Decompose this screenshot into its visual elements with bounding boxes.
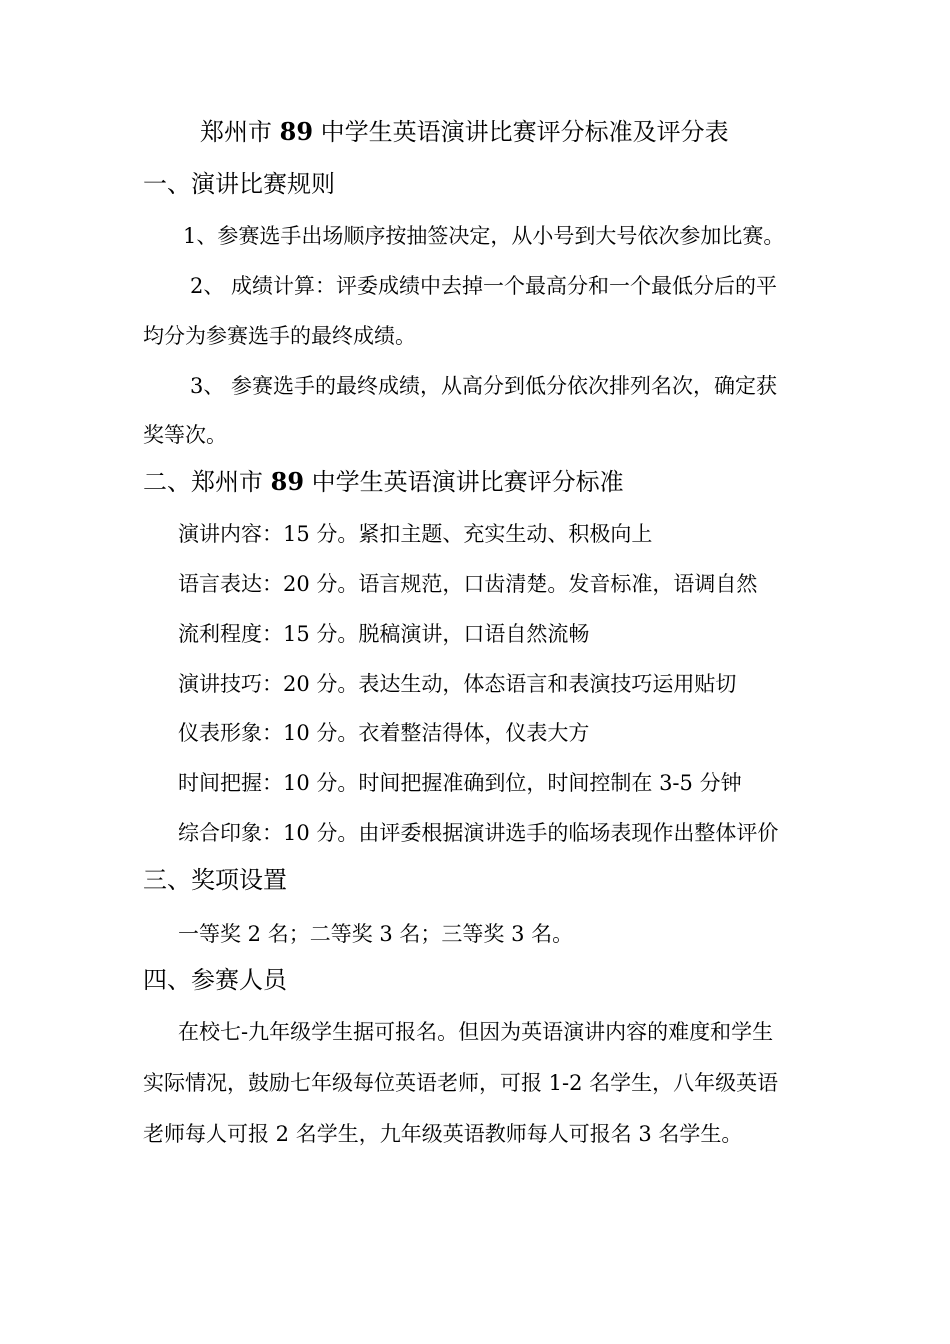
document-title xyxy=(200,118,729,146)
participants-line-1: 在校七-九年级学生据可报名。但因为英语演讲内容的难度和学生 xyxy=(178,1020,774,1044)
section4-heading: 四、参赛人员 xyxy=(143,966,287,994)
criterion-appearance: 仪表形象：10 分。衣着整洁得体，仪表大方 xyxy=(178,721,590,745)
criterion-time: 时间把握：10 分。时间把握准确到位，时间控制在 3-5 分钟 xyxy=(178,771,742,795)
title-suffix: 中学生英语演讲比赛评分标准及评分表 xyxy=(313,118,729,146)
title-bold-number: 89 xyxy=(279,117,314,146)
rule-item-3-line1: 3、 参赛选手的最终成绩，从高分到低分依次排列名次，确定获 xyxy=(190,374,778,398)
section2-heading-suffix: 中学生英语演讲比赛评分标准 xyxy=(304,468,624,496)
rule-item-1: 1、参赛选手出场顺序按抽签决定，从小号到大号依次参加比赛。 xyxy=(183,224,785,248)
rule-item-2-line1: 2、 成绩计算：评委成绩中去掉一个最高分和一个最低分后的平 xyxy=(190,274,778,298)
awards-text: 一等奖 2 名；二等奖 3 名；三等奖 3 名。 xyxy=(178,922,574,946)
section2-heading xyxy=(143,468,624,496)
rule-item-2-line2: 均分为参赛选手的最终成绩。 xyxy=(143,324,416,348)
participants-line-2: 实际情况，鼓励七年级每位英语老师，可报 1-2 名学生，八年级英语 xyxy=(143,1071,779,1095)
criterion-technique: 演讲技巧：20 分。表达生动，体态语言和表演技巧运用贴切 xyxy=(178,672,737,696)
section2-heading-bold-number: 89 xyxy=(270,467,305,496)
criterion-content: 演讲内容：15 分。紧扣主题、充实生动、积极向上 xyxy=(178,522,653,546)
participants-line-3: 老师每人可报 2 名学生，九年级英语教师每人可报名 3 名学生。 xyxy=(143,1122,743,1146)
rule-item-3-line2: 奖等次。 xyxy=(143,423,227,447)
section1-heading: 一、演讲比赛规则 xyxy=(143,170,335,198)
criterion-language: 语言表达：20 分。语言规范，口齿清楚。发音标准，语调自然 xyxy=(178,572,758,596)
section3-heading: 三、奖项设置 xyxy=(143,866,287,894)
section2-heading-prefix: 二、郑州市 xyxy=(143,468,271,496)
criterion-overall: 综合印象：10 分。由评委根据演讲选手的临场表现作出整体评价 xyxy=(178,821,779,845)
criterion-fluency: 流利程度：15 分。脱稿演讲，口语自然流畅 xyxy=(178,622,590,646)
title-prefix: 郑州市 xyxy=(200,118,280,146)
